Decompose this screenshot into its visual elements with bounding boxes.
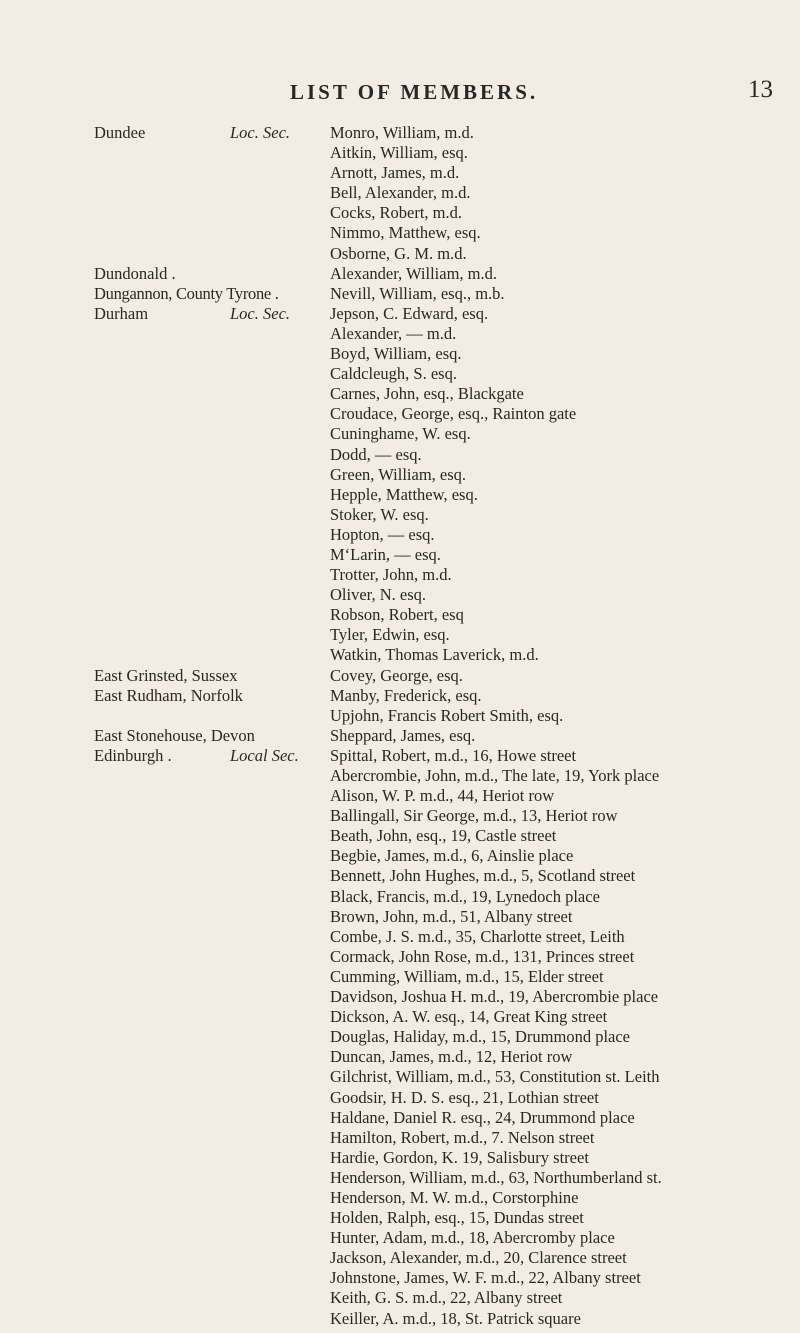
location-cell xyxy=(94,1228,330,1248)
member-row xyxy=(94,264,794,284)
member-name: Combe, J. S. m.d., 35, Charlotte street, Leith xyxy=(330,926,625,946)
member-row xyxy=(94,1067,794,1087)
member-row xyxy=(94,304,794,324)
member-name: Caldcleugh, S. esq. xyxy=(330,364,457,384)
member-row xyxy=(94,404,794,424)
member-row xyxy=(94,625,794,645)
member-row xyxy=(94,1208,794,1228)
member-name: Robson, Robert, esq xyxy=(330,605,464,625)
member-name: Osborne, G. M. m.d. xyxy=(330,243,467,263)
member-name: Covey, George, esq. xyxy=(330,665,463,685)
location-cell xyxy=(94,666,330,686)
location-cell xyxy=(94,203,330,223)
location-cell xyxy=(94,706,330,726)
member-name: Manby, Frederick, esq. xyxy=(330,685,482,705)
member-row xyxy=(94,826,794,846)
member-row xyxy=(94,706,794,726)
member-name: Alexander, William, m.d. xyxy=(330,263,497,283)
location-cell xyxy=(94,1248,330,1268)
member-name: Jackson, Alexander, m.d., 20, Clarence street xyxy=(330,1248,627,1268)
location-cell xyxy=(94,465,330,485)
location-cell xyxy=(94,1208,330,1228)
member-row xyxy=(94,364,794,384)
location-name: East Grinsted, Sussex xyxy=(94,665,238,685)
member-name: Spittal, Robert, m.d., 16, Howe street xyxy=(330,745,577,765)
member-name: Nevill, William, esq., m.b. xyxy=(330,283,505,303)
member-name: Black, Francis, m.d., 19, Lynedoch place xyxy=(330,886,600,906)
member-name: Cuninghame, W. esq. xyxy=(330,424,471,444)
location-cell xyxy=(94,183,330,203)
member-row xyxy=(94,324,794,344)
location-cell xyxy=(94,1168,330,1188)
member-row xyxy=(94,585,794,605)
member-row xyxy=(94,1007,794,1027)
member-name: Trotter, John, m.d. xyxy=(330,565,452,585)
member-row xyxy=(94,445,794,465)
location-cell xyxy=(94,1288,330,1308)
member-name: Aitkin, William, esq. xyxy=(330,143,468,163)
location-cell xyxy=(94,927,330,947)
location-cell xyxy=(94,1148,330,1168)
member-row xyxy=(94,1188,794,1208)
member-row xyxy=(94,244,794,264)
location-cell xyxy=(94,887,330,907)
member-name: Abercrombie, John, m.d., The late, 19, York place xyxy=(330,766,660,785)
member-row xyxy=(94,746,794,766)
member-row xyxy=(94,565,794,585)
member-name: Douglas, Haliday, m.d., 15, Drummond place xyxy=(330,1027,630,1047)
member-name: Keith, G. S. m.d., 22, Albany street xyxy=(330,1288,563,1308)
location-cell xyxy=(94,525,330,545)
location-cell xyxy=(94,485,330,505)
location-cell xyxy=(94,1188,330,1208)
location-name: East Rudham, Norfolk xyxy=(94,685,243,705)
location-cell xyxy=(94,1027,330,1047)
member-name: M‘Larin, — esq. xyxy=(330,544,441,564)
member-row xyxy=(94,987,794,1007)
secretary-mark: Local Sec. xyxy=(230,745,299,765)
member-row xyxy=(94,163,794,183)
location-cell xyxy=(94,364,330,384)
member-row xyxy=(94,384,794,404)
location-cell xyxy=(94,967,330,987)
member-name: Hepple, Matthew, esq. xyxy=(330,484,478,504)
member-name: Alexander, — m.d. xyxy=(330,323,457,343)
location-cell xyxy=(94,324,330,344)
member-name: Boyd, William, esq. xyxy=(330,344,462,364)
member-row xyxy=(94,223,794,243)
member-name: Upjohn, Francis Robert Smith, esq. xyxy=(330,705,564,725)
member-row xyxy=(94,887,794,907)
location-cell xyxy=(94,1067,330,1087)
member-row xyxy=(94,505,794,525)
location-cell xyxy=(94,445,330,465)
member-name: Davidson, Joshua H. m.d., 19, Abercrombie place xyxy=(330,987,659,1007)
member-name: Hunter, Adam, m.d., 18, Abercromby place xyxy=(330,1228,615,1248)
member-row xyxy=(94,967,794,987)
location-cell xyxy=(94,645,330,665)
location-cell xyxy=(94,1128,330,1148)
member-name: Croudace, George, esq., Rainton gate xyxy=(330,404,577,424)
location-cell xyxy=(94,625,330,645)
member-name: Nimmo, Matthew, esq. xyxy=(330,223,481,243)
member-row xyxy=(94,786,794,806)
member-name: Begbie, James, m.d., 6, Ainslie place xyxy=(330,846,574,866)
member-row xyxy=(94,1168,794,1188)
member-name: Bell, Alexander, m.d. xyxy=(330,183,471,203)
location-cell xyxy=(94,1309,330,1329)
location-name: Durham xyxy=(94,303,149,323)
location-cell xyxy=(94,686,330,706)
location-name: East Stonehouse, Devon xyxy=(94,725,255,745)
member-name: Holden, Ralph, esq., 15, Dundas street xyxy=(330,1208,584,1228)
location-cell xyxy=(94,344,330,364)
member-row xyxy=(94,123,794,143)
member-row xyxy=(94,806,794,826)
location-cell xyxy=(94,163,330,183)
member-row xyxy=(94,947,794,967)
member-row xyxy=(94,907,794,927)
location-cell xyxy=(94,565,330,585)
member-name: Cumming, William, m.d., 15, Elder street xyxy=(330,966,604,986)
member-name: Green, William, esq. xyxy=(330,464,467,484)
location-cell xyxy=(94,223,330,243)
member-row xyxy=(94,866,794,886)
member-name: Stoker, W. esq. xyxy=(330,504,429,524)
member-row xyxy=(94,605,794,625)
member-row xyxy=(94,726,794,746)
member-name: Arnott, James, m.d. xyxy=(330,163,460,183)
member-name: Duncan, James, m.d., 12, Heriot row xyxy=(330,1047,573,1067)
location-name: Dungannon, County Tyrone . xyxy=(94,283,279,303)
location-name: Dundee xyxy=(94,123,146,142)
member-name: Henderson, M. W. m.d., Corstorphine xyxy=(330,1187,579,1207)
location-cell xyxy=(94,424,330,444)
member-name: Monro, William, m.d. xyxy=(330,123,474,142)
member-name: Hamilton, Robert, m.d., 7. Nelson street xyxy=(330,1127,595,1147)
member-row xyxy=(94,1088,794,1108)
location-cell xyxy=(94,866,330,886)
member-name: Haldane, Daniel R. esq., 24, Drummond place xyxy=(330,1107,635,1127)
location-cell xyxy=(94,1047,330,1067)
location-cell xyxy=(94,846,330,866)
member-name: Cormack, John Rose, m.d., 131, Princes street xyxy=(330,946,635,966)
location-cell xyxy=(94,585,330,605)
location-cell xyxy=(94,304,330,324)
member-row xyxy=(94,1027,794,1047)
location-cell xyxy=(94,404,330,424)
member-row xyxy=(94,846,794,866)
member-row xyxy=(94,686,794,706)
member-row xyxy=(94,1268,794,1288)
member-name: Oliver, N. esq. xyxy=(330,585,427,605)
member-row xyxy=(94,1047,794,1067)
member-name: Keiller, A. m.d., 18, St. Patrick square xyxy=(330,1308,581,1328)
location-cell xyxy=(94,605,330,625)
location-cell xyxy=(94,264,330,284)
member-list xyxy=(94,123,794,1329)
member-name: Alison, W. P. m.d., 44, Heriot row xyxy=(330,786,555,806)
location-cell xyxy=(94,1007,330,1027)
location-cell xyxy=(94,947,330,967)
location-cell xyxy=(94,284,330,304)
member-name: Ballingall, Sir George, m.d., 13, Heriot row xyxy=(330,806,618,826)
location-cell xyxy=(94,766,330,786)
member-row xyxy=(94,143,794,163)
member-row xyxy=(94,203,794,223)
member-name: Dodd, — esq. xyxy=(330,444,422,464)
location-cell xyxy=(94,1088,330,1108)
location-cell xyxy=(94,244,330,264)
member-name: Watkin, Thomas Laverick, m.d. xyxy=(330,645,539,665)
member-row xyxy=(94,1288,794,1308)
member-row xyxy=(94,465,794,485)
member-row xyxy=(94,1128,794,1148)
location-cell xyxy=(94,806,330,826)
running-header: LIST OF MEMBERS. xyxy=(290,80,539,104)
member-name: Hardie, Gordon, K. 19, Salisbury street xyxy=(330,1147,589,1167)
member-name: Goodsir, H. D. S. esq., 21, Lothian street xyxy=(330,1087,599,1107)
location-cell xyxy=(94,123,330,143)
member-row xyxy=(94,284,794,304)
location-cell xyxy=(94,987,330,1007)
member-name: Brown, John, m.d., 51, Albany street xyxy=(330,906,573,926)
location-cell xyxy=(94,907,330,927)
member-row xyxy=(94,1148,794,1168)
member-row xyxy=(94,645,794,665)
location-name: Edinburgh . xyxy=(94,745,172,765)
member-name: Hopton, — esq. xyxy=(330,524,435,544)
member-row xyxy=(94,424,794,444)
location-cell xyxy=(94,545,330,565)
member-name: Beath, John, esq., 19, Castle street xyxy=(330,826,557,846)
member-row xyxy=(94,1228,794,1248)
member-name: Bennett, John Hughes, m.d., 5, Scotland street xyxy=(330,866,636,886)
member-row xyxy=(94,1108,794,1128)
location-cell xyxy=(94,505,330,525)
member-row xyxy=(94,485,794,505)
member-name: Sheppard, James, esq. xyxy=(330,725,476,745)
location-cell xyxy=(94,1108,330,1128)
member-row xyxy=(94,525,794,545)
member-name: Dickson, A. W. esq., 14, Great King street xyxy=(330,1007,608,1027)
member-name: Johnstone, James, W. F. m.d., 22, Albany street xyxy=(330,1268,641,1288)
member-name: Gilchrist, William, m.d., 53, Constitution st. Leith xyxy=(330,1067,660,1087)
location-cell xyxy=(94,384,330,404)
member-row xyxy=(94,545,794,565)
location-cell xyxy=(94,143,330,163)
member-name: Cocks, Robert, m.d. xyxy=(330,203,462,223)
member-row xyxy=(94,766,794,786)
location-cell xyxy=(94,746,330,766)
location-cell xyxy=(94,826,330,846)
member-name: Tyler, Edwin, esq. xyxy=(330,625,450,645)
member-row xyxy=(94,183,794,203)
member-row xyxy=(94,666,794,686)
secretary-mark: Loc. Sec. xyxy=(230,123,291,142)
member-row xyxy=(94,344,794,364)
member-row xyxy=(94,927,794,947)
member-name: Carnes, John, esq., Blackgate xyxy=(330,384,524,404)
page-number: 13 xyxy=(748,76,773,103)
member-name: Henderson, William, m.d., 63, Northumberland st. xyxy=(330,1167,662,1187)
location-cell xyxy=(94,1268,330,1288)
location-cell xyxy=(94,786,330,806)
location-name: Dundonald . xyxy=(94,263,176,283)
member-name: Jepson, C. Edward, esq. xyxy=(330,303,489,323)
location-cell xyxy=(94,726,330,746)
member-row xyxy=(94,1248,794,1268)
member-row xyxy=(94,1309,794,1329)
secretary-mark: Loc. Sec. xyxy=(230,303,291,323)
